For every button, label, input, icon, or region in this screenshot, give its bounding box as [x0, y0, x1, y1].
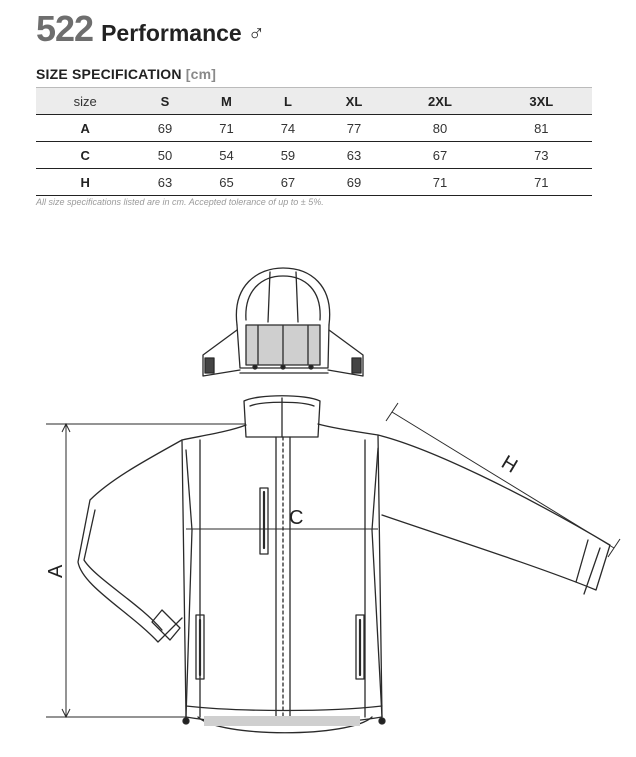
table-cell: 65: [196, 169, 257, 196]
size-header: 2XL: [389, 88, 490, 115]
table-cell: 63: [319, 142, 390, 169]
table-cell: 81: [491, 115, 592, 142]
table-cell: 71: [491, 169, 592, 196]
row-label: C: [36, 142, 134, 169]
measure-h-label: H: [497, 451, 522, 478]
table-cell: 74: [257, 115, 318, 142]
hood-illustration: [203, 268, 363, 376]
table-cell: 73: [491, 142, 592, 169]
size-header: XL: [319, 88, 390, 115]
tolerance-note: All size specifications listed are in cm. Accepted tolerance of up to ± 5%.: [36, 197, 324, 207]
size-header: 3XL: [491, 88, 592, 115]
table-cell: 71: [196, 115, 257, 142]
table-cell: 80: [389, 115, 490, 142]
table-cell: 67: [389, 142, 490, 169]
size-header: S: [134, 88, 195, 115]
size-header: L: [257, 88, 318, 115]
table-cell: 59: [257, 142, 318, 169]
table-cell: 77: [319, 115, 390, 142]
table-cell: 67: [257, 169, 318, 196]
table-cell: 69: [319, 169, 390, 196]
row-label: H: [36, 169, 134, 196]
table-cell: 54: [196, 142, 257, 169]
size-spec-unit: [cm]: [185, 66, 217, 82]
row-label: A: [36, 115, 134, 142]
model-name: Performance: [101, 20, 242, 46]
measure-h-tick-end: [608, 539, 620, 557]
male-symbol-icon: ♂: [247, 20, 265, 46]
model-number: 522: [36, 8, 94, 49]
table-cell: 69: [134, 115, 195, 142]
measure-c-label: C: [289, 507, 304, 529]
size-header: M: [196, 88, 257, 115]
size-spec-title: SIZE SPECIFICATION: [36, 66, 182, 82]
table-cell: 63: [134, 169, 195, 196]
jacket-illustration: [78, 396, 610, 733]
measure-a-label: A: [45, 564, 67, 578]
measure-h-tick-start: [386, 403, 398, 421]
table-cell: 71: [389, 169, 490, 196]
table-cell: 50: [134, 142, 195, 169]
corner-label: size: [36, 88, 134, 115]
measure-h-line: [392, 412, 614, 548]
